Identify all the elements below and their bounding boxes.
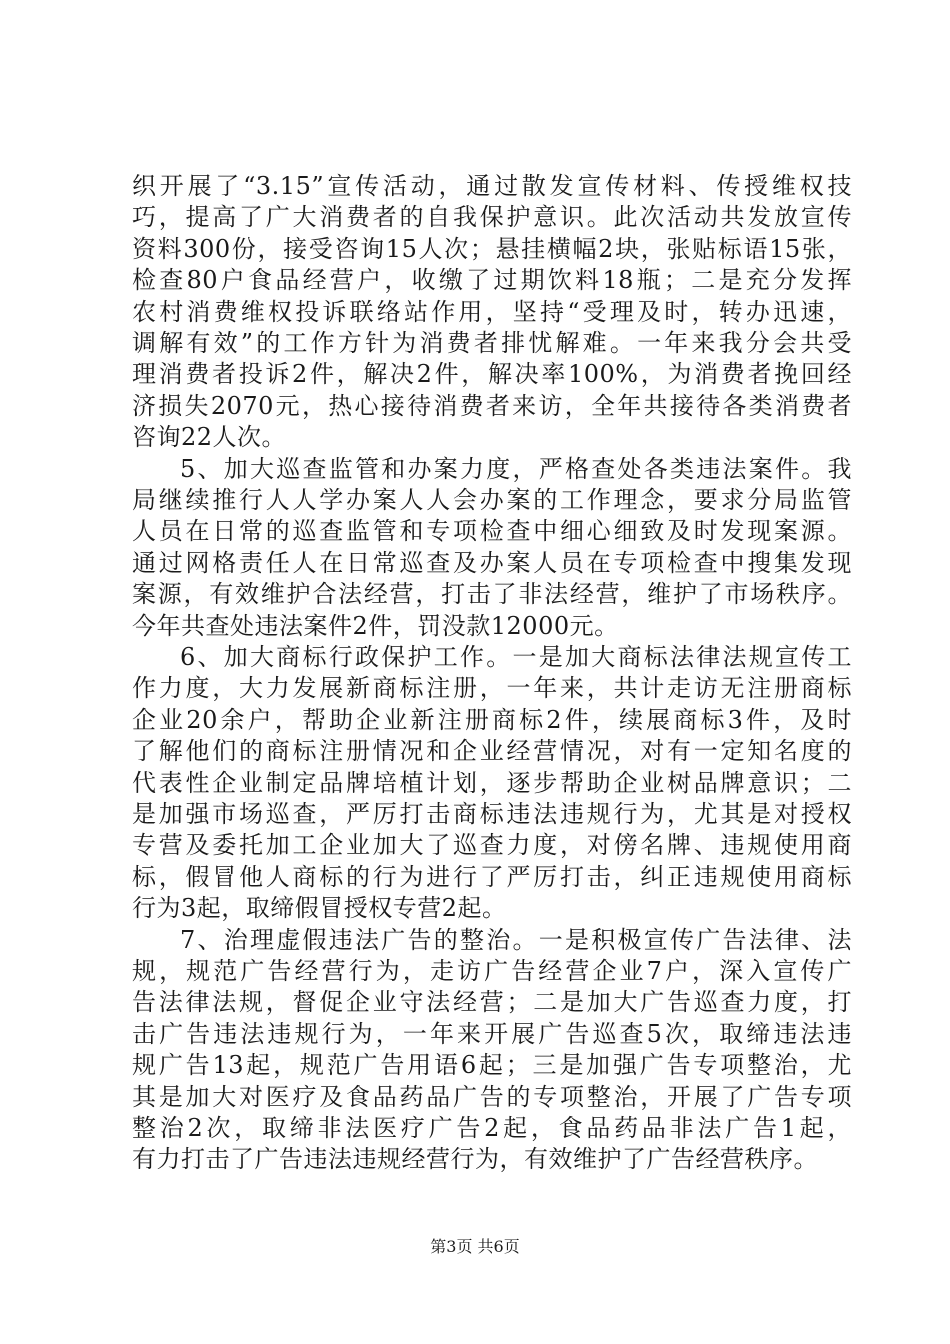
text-line: 告法律法规，督促企业守法经营；二是加大广告巡查力度，打 bbox=[132, 988, 852, 1017]
text-line: 资料300份，接受咨询15人次；悬挂横幅2块，张贴标语15张， bbox=[132, 234, 852, 263]
text-line: 农村消费维权投诉联络站作用，坚持“受理及时，转办迅速， bbox=[132, 297, 852, 326]
text-line: 检查80户食品经营户，收缴了过期饮料18瓶；二是充分发挥 bbox=[132, 266, 852, 295]
text-line: 代表性企业制定品牌培植计划，逐步帮助企业树品牌意识；二 bbox=[132, 768, 852, 797]
text-line: 是加强市场巡查，严厉打击商标违法违规行为，尤其是对授权 bbox=[132, 800, 852, 828]
paragraph-7-first-line: 7、治理虚假违法广告的整治。一是积极宣传广告法律、法 bbox=[180, 925, 852, 954]
text-line: 作力度，大力发展新商标注册，一年来，共计走访无注册商标 bbox=[132, 674, 852, 703]
text-line: 企业20余户，帮助企业新注册商标2件，续展商标3件，及时 bbox=[132, 705, 852, 734]
text-line: 巧，提高了广大消费者的自我保护意识。此次活动共发放宣传 bbox=[132, 203, 852, 232]
text-line: 有力打击了广告违法违规经营行为，有效维护了广告经营秩序。 bbox=[132, 1145, 818, 1174]
page-number-footer: 第3页 共6页 bbox=[430, 1237, 520, 1256]
text-line: 整治2次，取缔非法医疗广告2起，食品药品非法广告1起， bbox=[132, 1114, 852, 1142]
text-line: 今年共查处违法案件2件，罚没款12000元。 bbox=[132, 611, 619, 640]
text-line: 咨询22人次。 bbox=[132, 423, 287, 452]
text-line: 人员在日常的巡查监管和专项检查中细心细致及时发现案源。 bbox=[132, 517, 852, 546]
text-line: 了解他们的商标注册情况和企业经营情况，对有一定知名度的 bbox=[132, 737, 852, 766]
text-line: 专营及委托加工企业加大了巡查力度，对傍名牌、违规使用商 bbox=[132, 831, 852, 860]
paragraph-6-first-line: 6、加大商标行政保护工作。一是加大商标法律法规宣传工 bbox=[180, 643, 852, 671]
text-line: 局继续推行人人学办案人人会办案的工作理念，要求分局监管 bbox=[132, 486, 852, 514]
text-line: 标，假冒他人商标的行为进行了严厉打击，纠正违规使用商标 bbox=[132, 862, 852, 891]
text-line: 击广告违法违规行为，一年来开展广告巡查5次，取缔违法违 bbox=[132, 1019, 852, 1048]
text-line: 织开展了“3.15”宣传活动，通过散发宣传材料、传授维权技 bbox=[132, 172, 852, 200]
text-line: 通过网格责任人在日常巡查及办案人员在专项检查中搜集发现 bbox=[132, 548, 852, 577]
text-line: 济损失2070元，热心接待消费者来访，全年共接待各类消费者 bbox=[132, 391, 852, 420]
paragraph-5-first-line: 5、加大巡查监管和办案力度，严格查处各类违法案件。我 bbox=[180, 454, 852, 483]
text-line: 其是加大对医疗及食品药品广告的专项整治，开展了广告专项 bbox=[132, 1082, 852, 1111]
text-line: 行为3起，取缔假冒授权专营2起。 bbox=[132, 894, 507, 923]
text-line: 理消费者投诉2件，解决2件，解决率100%，为消费者挽回经 bbox=[132, 360, 852, 389]
text-line: 规广告13起，规范广告用语6起；三是加强广告专项整治，尤 bbox=[132, 1051, 852, 1080]
text-line: 案源，有效维护合法经营，打击了非法经营，维护了市场秩序。 bbox=[132, 580, 852, 609]
text-line: 规，规范广告经营行为，走访广告经营企业7户，深入宣传广 bbox=[132, 957, 852, 985]
text-line: 调解有效”的工作方针为消费者排忧解难。一年来我分会共受 bbox=[132, 329, 852, 357]
